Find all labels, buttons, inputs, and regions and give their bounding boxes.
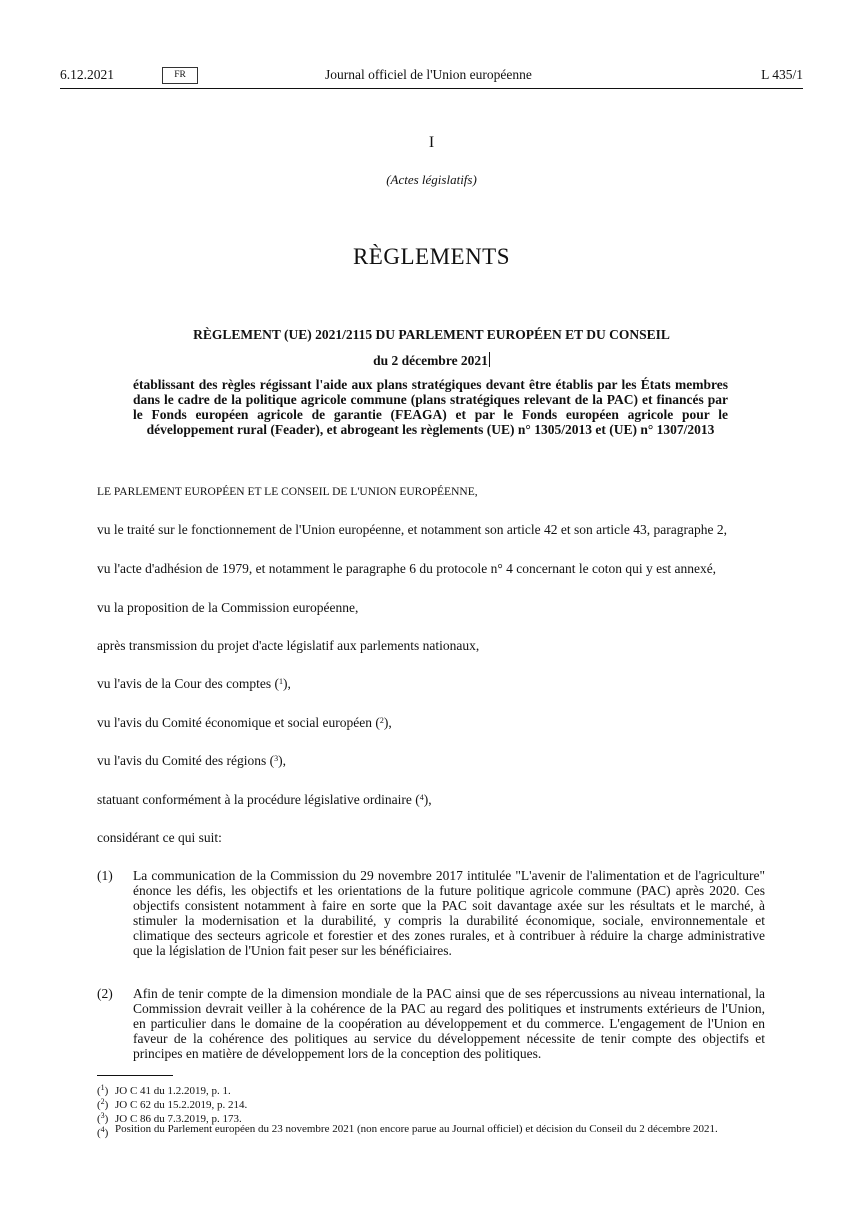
category-heading: RÈGLEMENTS xyxy=(352,244,511,269)
header-rule xyxy=(60,88,803,89)
footnote: ($^1$) JO C 41 du 1.2.2019, p. 1. xyxy=(97,1083,231,1097)
citation-court-of-auditors: vu l'avis de la Cour des comptes ($^1$), xyxy=(97,676,291,691)
recital-text: La communication de la Commission du 29 novembre 2017 intitulée "L'avenir de l'alimentation et de l'agriculture" énonce les défis, les objectifs et les orientations de la future politique agricole commune (PAC) après 2020. Ces objectifs consistent notamment à faire en sorte que la PAC soit davantage axée sur les résultats et le marché, à stimuler la modernisation et la durabilité, y compris la durabilité économique, sociale, environnementale et climatique des secteurs agricole et forestier et des zones rurales, et à contribuer à réduire la charge administrative que la législation de l'Union fait peser sur les bénéficiaires. xyxy=(133,868,765,958)
journal-title: Journal officiel de l'Union européenne xyxy=(325,67,532,82)
citation-national-parliaments: après transmission du projet d'acte législatif aux parlements nationaux, xyxy=(97,638,480,653)
footnote: ($^4$) Position du Parlement européen du 23 novembre 2021 (non encore parue au Journal officiel) et décision du Conseil du 2 décembre 2021. xyxy=(97,1123,718,1139)
language-badge: FR xyxy=(162,67,198,84)
publication-date: 6.12.2021 xyxy=(60,67,114,82)
whereas-intro: considérant ce qui suit: xyxy=(97,830,222,845)
recital-number: (1) xyxy=(97,868,113,883)
regulation-date: du 2 décembre 2021 xyxy=(373,353,488,368)
enacting-formula: LE PARLEMENT EUROPÉEN ET LE CONSEIL DE L'UNION EUROPÉENNE, xyxy=(97,486,478,498)
page-reference: L 435/1 xyxy=(761,67,803,82)
footnote-ref[interactable]: 3 xyxy=(274,754,279,763)
citation-commission-proposal: vu la proposition de la Commission européenne, xyxy=(97,600,359,615)
citation-treaty: vu le traité sur le fonctionnement de l'Union européenne, et notamment son article 42 et son article 43, paragraphe 2, xyxy=(97,522,727,537)
citation-procedure: statuant conformément à la procédure législative ordinaire ($^4$), xyxy=(97,792,432,807)
regulation-date-line xyxy=(60,352,803,369)
footnote: ($^3$) JO C 86 du 7.3.2019, p. 173. xyxy=(97,1111,242,1125)
footnote-ref[interactable]: 4 xyxy=(419,793,424,802)
regulation-object: établissant des règles régissant l'aide aux plans stratégiques devant être établis par les États membres dans le cadre de la politique agricole commune (plans stratégiques relevant de la PAC) et financés par le Fonds européen agricole de garantie (FEAGA) et par le Fonds européen agricole pour le développement rural (Feader), et abrogeant les règlements (UE) n° 1305/2013 et (UE) n° 1307/2013 xyxy=(133,377,728,437)
citation-accession-act: vu l'acte d'adhésion de 1979, et notamment le paragraphe 6 du protocole n° 4 concernant le coton qui y est annexé, xyxy=(97,561,717,576)
section-number: I xyxy=(428,134,435,151)
regulation-title: RÈGLEMENT (UE) 2021/2115 DU PARLEMENT EUROPÉEN ET DU CONSEIL xyxy=(193,327,670,342)
citation-esc: vu l'avis du Comité économique et social européen ($^2$), xyxy=(97,715,392,730)
footnote: ($^2$) JO C 62 du 15.2.2019, p. 214. xyxy=(97,1097,248,1111)
recital-number: (2) xyxy=(97,986,113,1001)
footnote-ref[interactable]: 2 xyxy=(379,716,384,725)
recital-text: Afin de tenir compte de la dimension mondiale de la PAC ainsi que de ses répercussions au niveau international, la Commission devrait veiller à la cohérence de la PAC au regard des politiques et instruments extérieurs de l'Union, en particulier dans le domaine de la coopération au développement et du commerce. L'engagement de l'Union en faveur de la cohérence des politiques au service du développement nécessite de tenir compte des objectifs et principes en matière de développement lors de la conception des politiques. xyxy=(133,986,765,1061)
text-cursor xyxy=(489,352,490,367)
footnote-ref[interactable]: 1 xyxy=(279,677,284,686)
citation-committee-regions: vu l'avis du Comité des régions ($^3$), xyxy=(97,753,287,768)
footnote-separator xyxy=(97,1075,173,1076)
section-subtitle: (Actes législatifs) xyxy=(386,172,477,187)
